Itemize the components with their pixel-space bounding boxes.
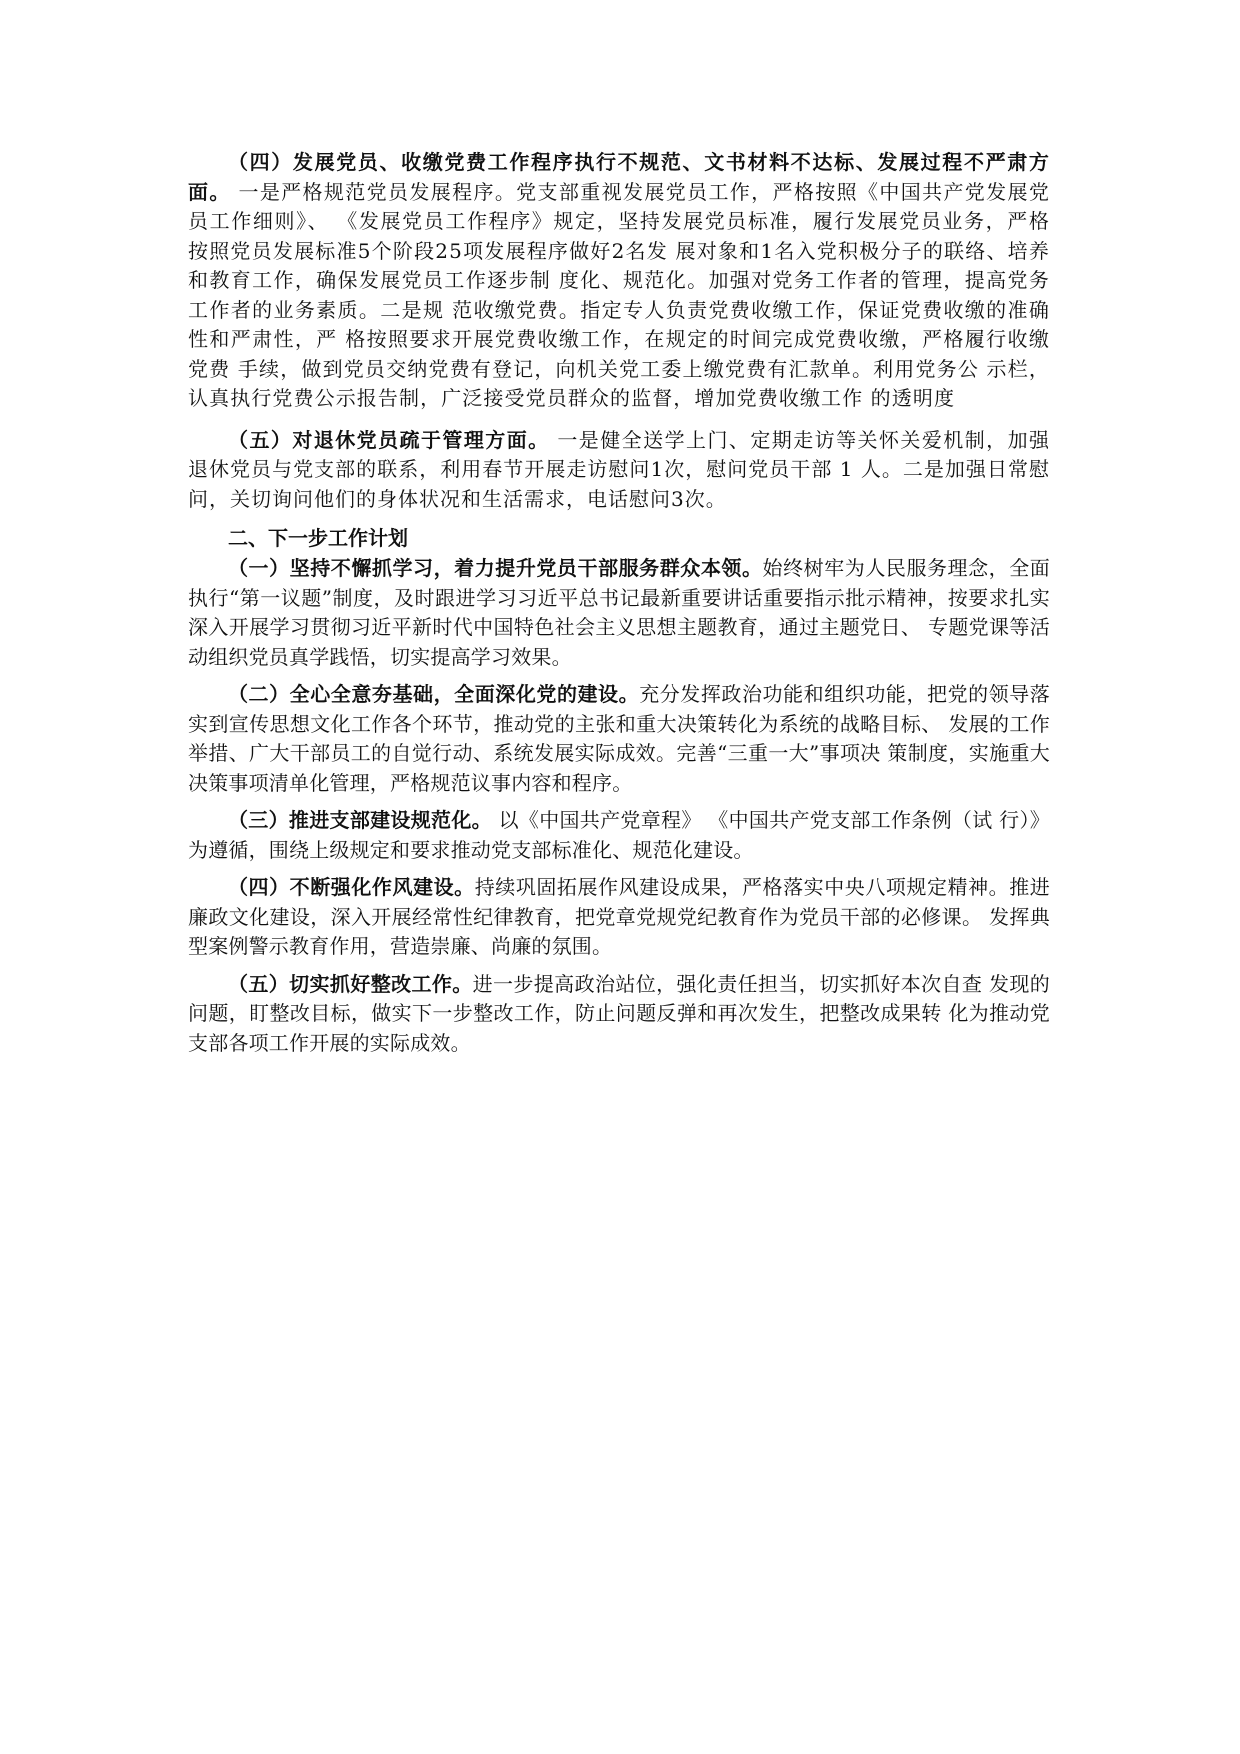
plan-four-paragraph (188, 873, 1050, 962)
plan-one-body: 始终树牢为人民服务理念，全面执行“第一议题”制度，及时跟进学习习近平总书记最新重要讲话重要指示批示精神，按要求扎实深入开展学习贯彻习近平新时代中国特色社会主义思想主题教育，通过主题党日、 专题党课等活动组织党员真学践悟，切实提高学习效果。 (188, 556, 1050, 669)
plan-five-body: 进一步提高政治站位，强化责任担当，切实抓好本次自查 发现的问题，盯整改目标，做实下一步整改工作，防止问题反弹和再次发生，把整改成果转 化为推动党支部各项工作开展的实际成效。 (188, 971, 1050, 1055)
section-five-heading: （五）对退休党员疏于管理方面。 (228, 427, 550, 452)
section-four-paragraph (188, 148, 1050, 414)
next-step-plan-heading: 二、下一步工作计划 (228, 526, 408, 550)
plan-five-paragraph (188, 970, 1050, 1059)
plan-three-heading: （三）推进支部建设规范化。 (228, 808, 492, 832)
plan-two-paragraph (188, 680, 1050, 798)
document-page (188, 148, 1050, 1066)
plan-three-body: 以《中国共产党章程》 《中国共产党支部工作条例（试 行）》为遵循，围绕上级规定和要求推动党支部标准化、规范化建设。 (188, 808, 1050, 862)
plan-two-body: 充分发挥政治功能和组织功能，把党的领导落实到宣传思想文化工作各个环节，推动党的主张和重大决策转化为系统的战略目标、 发展的工作举措、广大干部员工的自觉行动、系统发展实际成效。完善“三重一大”事项决 策制度，实施重大决策事项清单化管理，严格规范议事内容和程序。 (188, 682, 1051, 795)
section-five-paragraph (188, 426, 1050, 515)
plan-four-body: 持续巩固拓展作风建设成果，严格落实中央八项规定精神。推进廉政文化建设，深入开展经常性纪律教育，把党章党规党纪教育作为党员干部的必修课。 发挥典型案例警示教育作用，营造崇廉、尚廉的氛围。 (188, 875, 1050, 958)
plan-one-heading: （一）坚持不懈抓学习，着力提升党员干部服务群众本领。 (228, 556, 763, 580)
plan-three-paragraph (188, 806, 1050, 865)
plan-five-heading: （五）切实抓好整改工作。 (228, 971, 473, 996)
plan-four-heading: （四）不断强化作风建设。 (228, 875, 475, 899)
section-four-body: 一是严格规范党员发展程序。党支部重视发展党员工作，严格按照《中国共产党发展党员工作细则》、 《发展党员工作程序》规定，坚持发展党员标准，履行发展党员业务，严格按照党员发展标准5个阶段25项发展程序做好2名发 展对象和1名入党积极分子的联络、培养和教育工作，确保发展党员工作逐步制 度化、规范化。加强对党务工作者的管理，提高党务工作者的业务素质。二是规 范收缴党费。指定专人负责党费收缴工作，保证党费收缴的准确性和严肃性，严 格按照要求开展党费收缴工作，在规定的时间完成党费收缴，严格履行收缴党费 手续，做到党员交纳党费有登记，向机关党工委上缴党费有汇款单。利用党务公 示栏，认真执行党费公示报告制，广泛接受党员群众的监督，增加党费收缴工作 的透明度 (188, 179, 1050, 410)
section-five-body: 一是健全送学上门、定期走访等关怀关爱机制，加强退休党员与党支部的联系，利用春节开展走访慰问1次，慰问党员干部 1 人。二是加强日常慰问，关切询问他们的身体状况和生活需求，电话慰问3次。 (188, 427, 1051, 511)
section-four-heading: （四）发展党员、收缴党费工作程序执行不规范、文书材料不达标、发展过程不严肃方面。 (188, 150, 1050, 204)
plan-two-heading: （二）全心全意夯基础，全面深化党的建设。 (228, 682, 640, 706)
plan-one-paragraph (188, 554, 1050, 672)
